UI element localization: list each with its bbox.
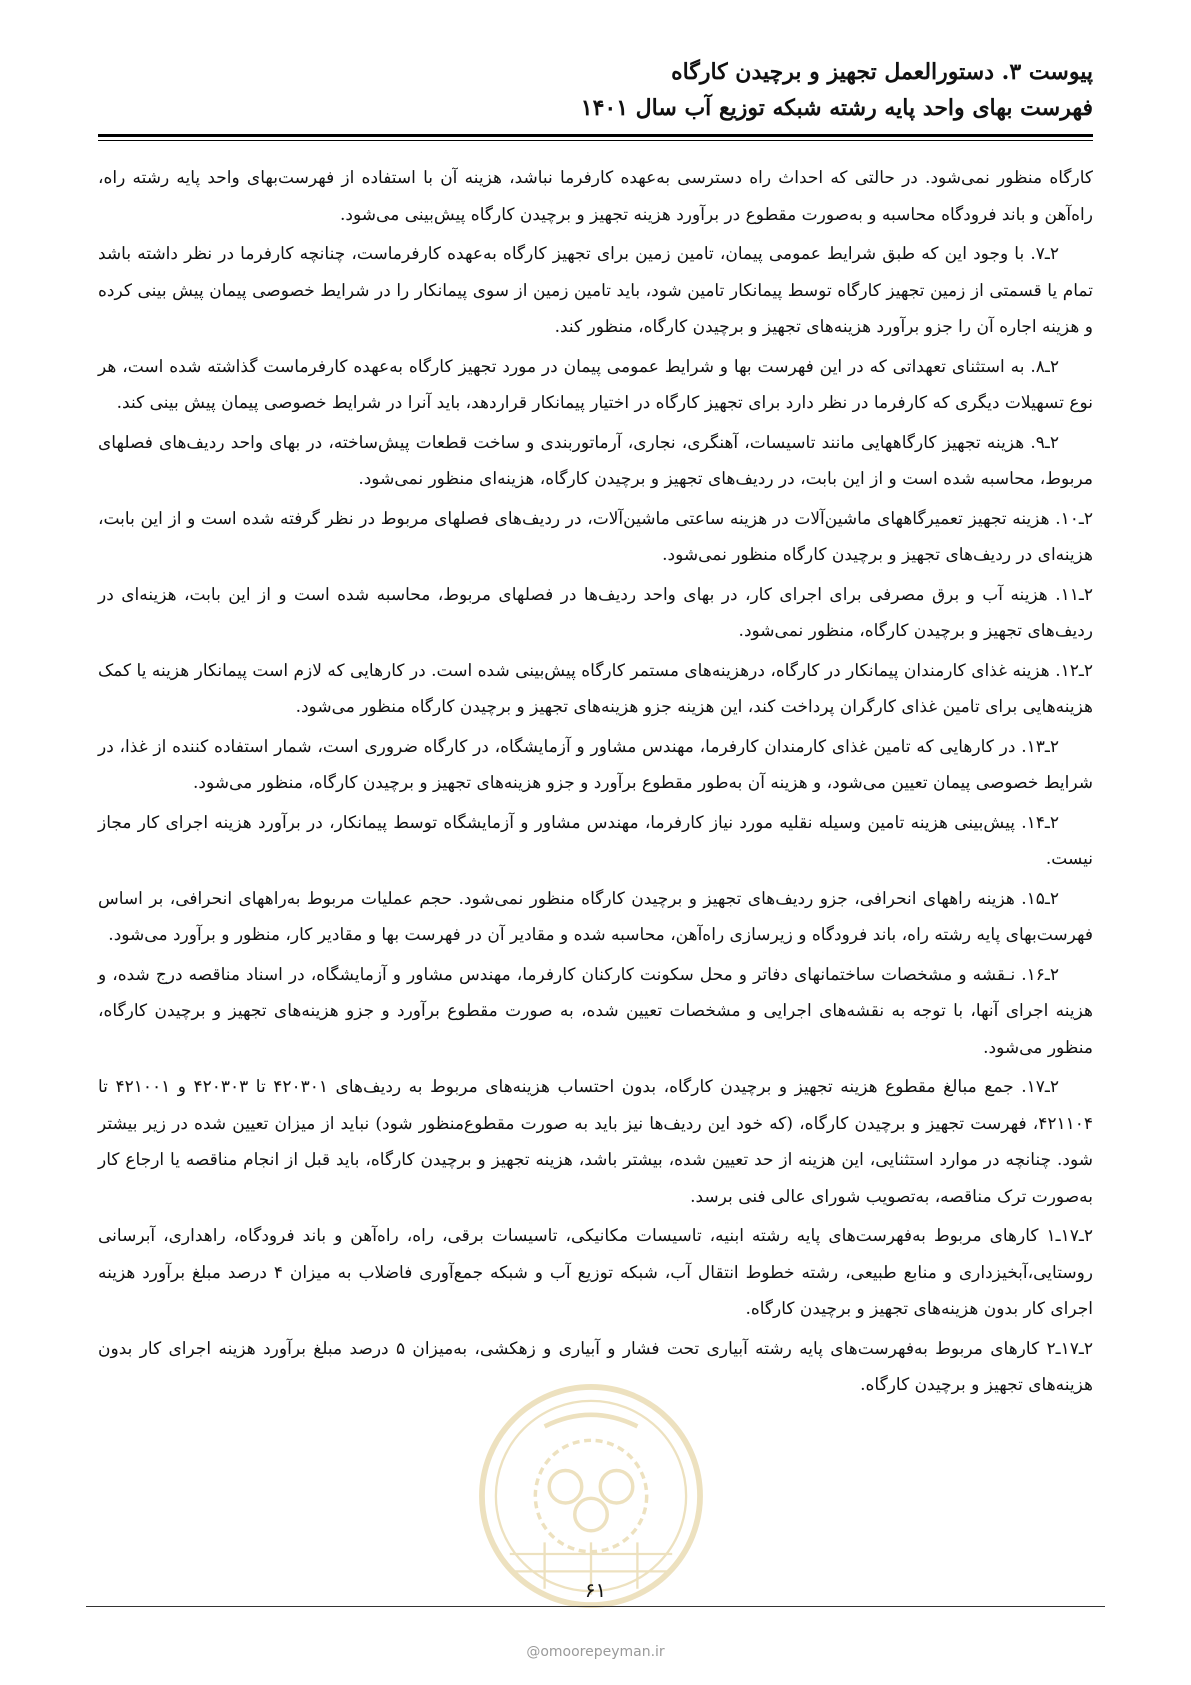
paragraph-2-16: ۲ـ۱۶. نـقشه و مشخصات ساختمانهای دفاتر و محل سکونت کارکنان کارفرما، مهندس مشاور و آزمایشگاه، در اسناد مناقصه درج شده، و هزینه اجرای آنها، با توجه به نقشه‌های اجرایی و مشخصات تعیین شده، به صورت مقطوع برآورد و جزو هزینه‌های تجهیز و برچیدن کارگاه، منظور می‌شود. <box>98 964 1093 1058</box>
paragraph-2-17-2: ۲ـ۱۷ـ۲ کارهای مربوط به‌فهرست‌های پایه رشته آبیاری تحت فشار و آبیاری و زهکشی، به‌میزان ۵ درصد مبلغ برآورد هزینه اجرای کار بدون هزینه‌های تجهیز و برچیدن کارگاه. <box>98 1338 1094 1395</box>
paragraph-2-17-1: ۲ـ۱۷ـ۱ کارهای مربوط به‌فهرست‌های پایه رشته ابنیه، تاسیسات مکانیکی، تاسیسات برقی، راه، راه‌آهن و باند فرودگاه، راهداری، آبرسانی روستایی،آبخیزداری و منابع طبیعی، رشته خطوط انتقال آب، شبکه توزیع آب و شبکه جمع‌آوری فاضلاب به میزان ۴ درصد مبلغ برآورد هزینه اجرای کار بدون هزینه‌های تجهیز و برچیدن کارگاه. <box>98 1226 1093 1319</box>
page-header <box>98 54 1093 126</box>
paragraph-2-15: ۲ـ۱۵. هزینه راههای انحرافی، جزو ردیف‌های تجهیز و برچیدن کارگاه منظور نمی‌شود. حجم عملیات مربوط به‌راههای انحرافی، بر اساس فهرست‌بهای پایه رشته راه، باند فرودگاه و زیرسازی راه‌آهن، محاسبه شده و مقادیر آن در فهرست بها و مقادیر کار، منظور و برآورد می‌شود. <box>98 888 1093 945</box>
paragraph-2-17: ۲ـ۱۷. جمع مبالغ مقطوع هزینه تجهیز و برچیدن کارگاه، بدون احتساب هزینه‌های مربوط به ردیف‌های ۴۲۰۳۰۱ تا ۴۲۰۳۰۳ و ۴۲۱۰۰۱ تا ۴۲۱۱۰۴، فهرست تجهیز و برچیدن کارگاه، (که خود این ردیف‌ها نیز باید به صورت مقطوع‌منظور شود) نباید از میزان تعیین شده در زیر بیشتر شود. چنانچه در موارد استثنایی، این هزینه از حد تعیین شده، بیشتر باشد، هزینه تجهیز و برچیدن کارگاه، باید قبل از انجام مناقصه یا ارجاع کار به‌صورت ترک مناقصه، به‌تصویب شورای عالی فنی برسد. <box>98 1077 1093 1207</box>
paragraph-continuation: کارگاه منظور نمی‌شود. در حالتی که احداث راه دسترسی به‌عهده کارفرما نباشد، هزینه آن با استفاده از فهرست‌بهای واحد پایه رشته راه، راه‌آهن و باند فرودگاه محاسبه و به‌صورت مقطوع در برآورد هزینه تجهیز و برچیدن کارگاه پیش‌بینی می‌شود. <box>98 168 1093 225</box>
paragraph-2-13: ۲ـ۱۳. در کارهایی که تامین غذای کارمندان کارفرما، مهندس مشاور و آزمایشگاه، در کارگاه ضروری است، شمار استفاده کننده از غذا، در شرایط خصوصی پیمان تعیین می‌شود، و هزینه آن به‌طور مقطوع برآورد و جزو هزینه‌های تجهیز و برچیدن کارگاه، منظور می‌شود. <box>98 736 1093 793</box>
paragraph-2-11: ۲ـ۱۱. هزینه آب و برق مصرفی برای اجرای کار، در بهای واحد ردیف‌ها در فصلهای مربوط، محاسبه شده است و از این بابت، هزینه‌ای در ردیف‌های تجهیز و برچیدن کارگاه، منظور نمی‌شود. <box>98 584 1093 641</box>
page-number: ۶۱ <box>584 1578 607 1602</box>
watermark-url: @omoorepeyman.ir <box>526 1644 665 1660</box>
header-rule-thin <box>98 140 1093 141</box>
footer-rule <box>86 1606 1105 1607</box>
header-rule-thick <box>98 134 1093 137</box>
paragraph-2-10: ۲ـ۱۰. هزینه تجهیز تعمیرگاههای ماشین‌آلات در هزینه ساعتی ماشین‌آلات، در ردیف‌های فصلهای مربوط در نظر گرفته شده است و از این بابت، هزینه‌ای در ردیف‌های تجهیز و برچیدن کارگاه منظور نمی‌شود. <box>98 508 1093 565</box>
header-appendix-title: پیوست ۳. دستورالعمل تجهیز و برچیدن کارگاه <box>671 59 1093 85</box>
paragraph-2-14: ۲ـ۱۴. پیش‌بینی هزینه تامین وسیله نقلیه مورد نیاز کارفرما، مهندس مشاور و آزمایشگاه توسط پیمانکار، در برآورد هزینه اجرای کار مجاز نیست. <box>98 812 1093 869</box>
paragraph-2-8: ۲ـ۸. به استثنای تعهداتی که در این فهرست بها و شرایط عمومی پیمان در مورد تجهیز کارگاه به‌عهده کارفرماست گذاشته شده است، هر نوع تسهیلات دیگری که کارفرما در نظر دارد برای تجهیز کارگاه در اختیار پیمانکار قراردهد، باید آنرا در شرایط خصوصی پیمان پیش بینی کند. <box>98 356 1093 413</box>
header-price-list-title: فهرست بهای واحد پایه رشته شبکه توزیع آب سال ۱۴۰۱ <box>580 95 1093 121</box>
paragraph-2-7: ۲ـ۷. با وجود این که طبق شرایط عمومی پیمان، تامین زمین برای تجهیز کارگاه به‌عهده کارفرماست، چنانچه کارفرما در نظر داشته باشد تمام یا قسمتی از زمین تجهیز کارگاه توسط پیمانکار تامین شود، باید تامین زمین از سوی پیمانکار را در شرایط خصوصی پیمان پیش بینی کرده و هزینه اجاره آن را جزو برآورد هزینه‌های تجهیز و برچیدن کارگاه، منظور کند. <box>98 244 1093 337</box>
document-body <box>98 160 1093 1407</box>
paragraph-2-9: ۲ـ۹. هزینه تجهیز کارگاههایی مانند تاسیسات، آهنگری، نجاری، آرماتوربندی و ساخت قطعات پیش‌ساخته، در بهای واحد ردیف‌های فصلهای مربوط، محاسبه شده است و از این بابت، در ردیف‌های تجهیز و برچیدن کارگاه، هزینه‌ای منظور نمی‌شود. <box>98 432 1093 489</box>
paragraph-2-12: ۲ـ۱۲. هزینه غذای کارمندان پیمانکار در کارگاه، درهزینه‌های مستمر کارگاه پیش‌بینی شده است. در کارهایی که لازم است پیمانکار هزینه یا کمک هزینه‌هایی برای تامین غذای کارگران پرداخت کند، این هزینه جزو هزینه‌های تجهیز و برچیدن کارگاه منظور می‌شود. <box>98 660 1093 717</box>
